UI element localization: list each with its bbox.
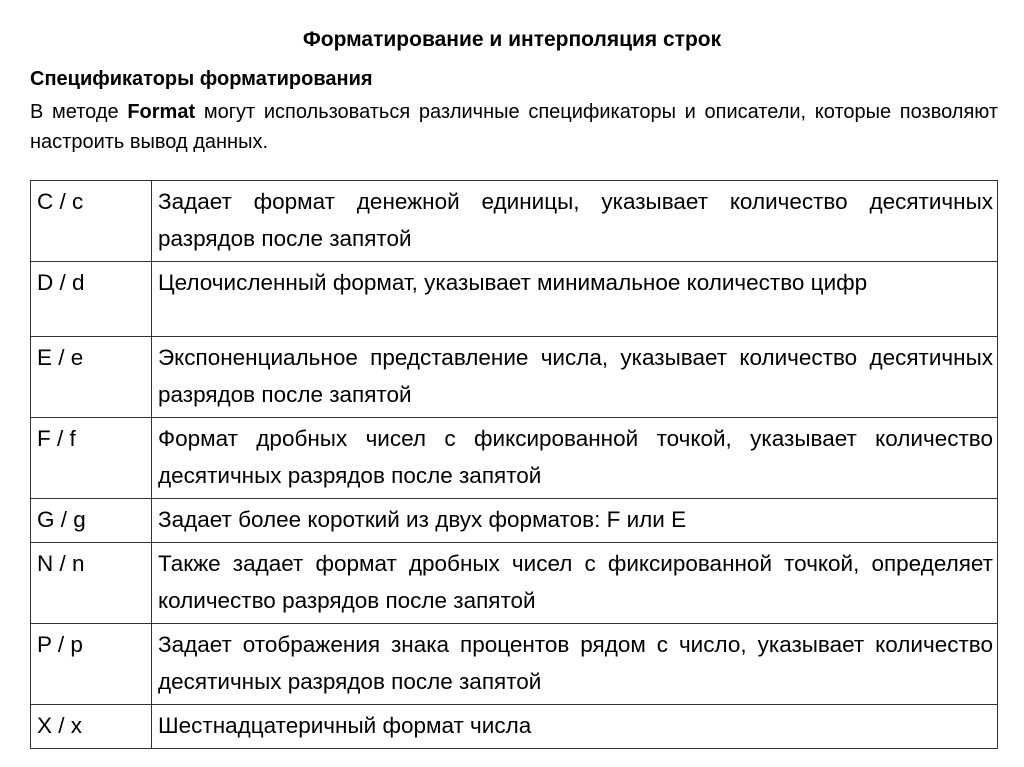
specifier-description: Экспоненциальное представление числа, указывает количество десятичных разрядов после запятой	[152, 337, 998, 418]
specifiers-table	[30, 180, 998, 749]
specifier-key: G / g	[31, 499, 152, 543]
specifier-description: Также задает формат дробных чисел с фиксированной точкой, определяет количество разрядов после запятой	[152, 543, 998, 624]
specifier-key: D / d	[31, 262, 152, 337]
specifier-description: Формат дробных чисел с фиксированной точкой, указывает количество десятичных разрядов после запятой	[152, 418, 998, 499]
intro-paragraph	[30, 97, 998, 157]
specifier-description: Задает более короткий из двух форматов: F или E	[152, 499, 998, 543]
specifier-description: Шестнадцатеричный формат числа	[152, 705, 998, 749]
specifier-key: C / c	[31, 181, 152, 262]
table-row	[31, 624, 998, 705]
specifier-key: E / e	[31, 337, 152, 418]
specifier-description: Задает формат денежной единицы, указывает количество десятичных разрядов после запятой	[152, 181, 998, 262]
table-row	[31, 543, 998, 624]
section-heading: Спецификаторы форматирования	[30, 68, 373, 90]
specifier-description: Задает отображения знака процентов рядом с число, указывает количество десятичных разрядов после запятой	[152, 624, 998, 705]
specifier-key: X / x	[31, 705, 152, 749]
intro-after: могут использоваться различные спецификаторы и описатели, которые позволяют настроить вывод данных.	[30, 101, 999, 153]
table-row	[31, 499, 998, 543]
table-row	[31, 705, 998, 749]
specifier-key: P / p	[31, 624, 152, 705]
specifier-key: N / n	[31, 543, 152, 624]
table-row	[31, 181, 998, 262]
specifier-key: F / f	[31, 418, 152, 499]
intro-bold-term: Format	[127, 101, 196, 123]
table-row	[31, 418, 998, 499]
specifier-description: Целочисленный формат, указывает минимальное количество цифр	[152, 262, 998, 337]
page-title: Форматирование и интерполяция строк	[302, 28, 722, 51]
table-row	[31, 337, 998, 418]
intro-before: В методе	[30, 101, 128, 123]
table-row	[31, 262, 998, 337]
